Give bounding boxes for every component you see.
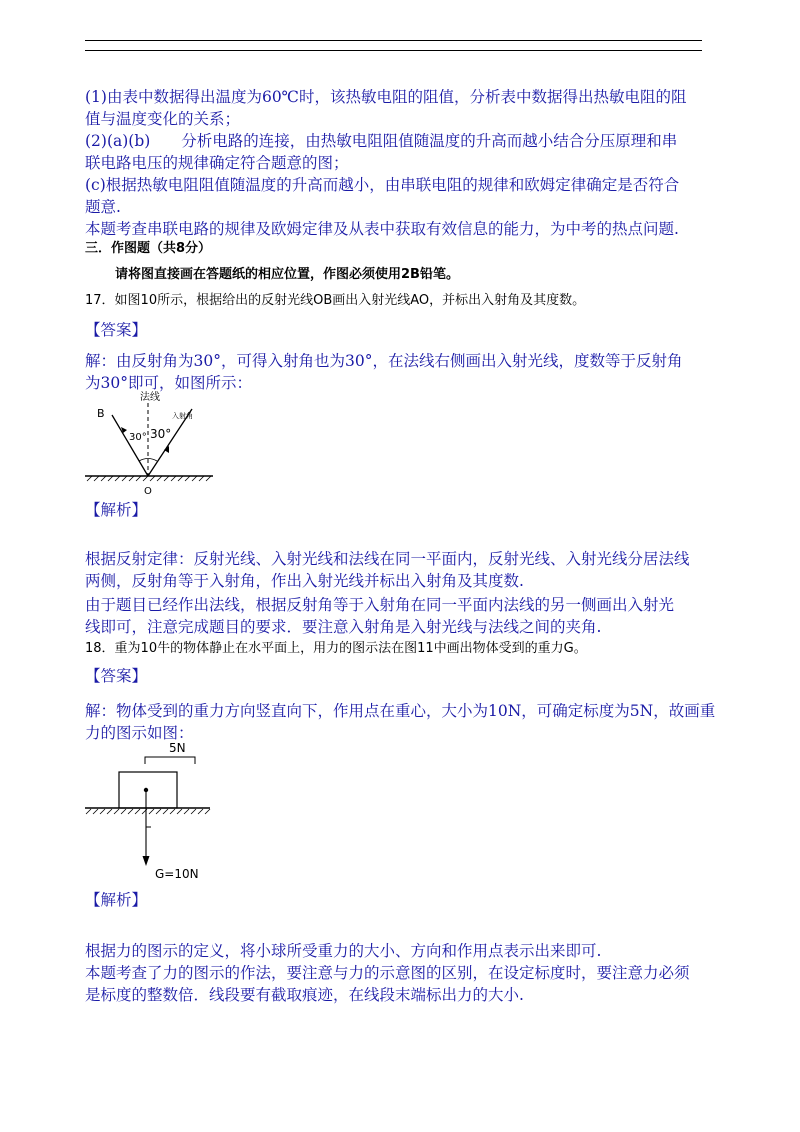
q18-analysis-line-1: 根据力的图示的定义，将小球所受重力的大小、方向和作用点表示出来即可. — [85, 942, 602, 960]
section-title: 三．作图题（共8分） — [85, 241, 212, 256]
label-b: B — [97, 407, 105, 420]
gravity-arrow — [143, 856, 150, 866]
q18-analysis-label: 【解析】 — [85, 891, 148, 909]
text-line-7: 本题考查串联电路的规律及欧姆定律及从表中获取有效信息的能力，为中考的热点问题. — [85, 220, 679, 238]
q18-answer-label: 【答案】 — [85, 667, 148, 685]
q17-answer-line-2: 为30°即可，如图所示： — [85, 374, 252, 392]
reflection-diagram — [85, 388, 225, 500]
q17-analysis-line-4: 线即可，注意完成题目的要求．要注意入射角是入射光线与法线之间的夹角. — [85, 618, 602, 636]
q17-answer-label: 【答案】 — [85, 321, 148, 339]
header-rule-top — [85, 40, 702, 41]
text-line-4: 联电路电压的规律确定符合题意的图； — [85, 154, 349, 172]
q18-answer-line-2: 力的图示如图： — [85, 724, 194, 742]
scale-bar — [145, 757, 195, 764]
q17-analysis-line-1: 根据反射定律：反射光线、入射光线和法线在同一平面内，反射光线、入射光线分居法线 — [85, 550, 690, 568]
label-normal: 法线 — [140, 392, 160, 403]
header-rule-bottom — [85, 50, 702, 51]
label-incidence-angle: 入射角 — [172, 412, 193, 420]
q17-question: 17．如图10所示，根据给出的反射光线OB画出入射光线AO，并标出入射角及其度数。 — [85, 293, 586, 308]
text-line-6: 题意. — [85, 198, 121, 216]
scale-label: 5N — [169, 741, 186, 755]
q18-answer-line-1: 解：物体受到的重力方向竖直向下，作用点在重心，大小为10N，可确定标度为5N，故画重 — [85, 702, 716, 720]
label-o: O — [144, 486, 152, 497]
force-label: G=10N — [155, 867, 199, 881]
text-line-2: 值与温度变化的关系； — [85, 110, 241, 128]
angle-reflection-label: 30° — [129, 432, 147, 443]
reflected-ray — [112, 415, 148, 476]
ground-hatching — [86, 809, 210, 814]
section-instruction: 请将图直接画在答题纸的相应位置，作图必须使用2B铅笔。 — [115, 267, 459, 282]
q17-analysis-line-3: 由于题目已经作出法线，根据反射角等于入射角在同一平面内法线的另一侧画出入射光 — [85, 596, 675, 614]
angle-incidence-label: 30° — [150, 427, 172, 441]
q17-analysis-line-2: 两侧，反射角等于入射角，作出入射光线并标出入射角及其度数. — [85, 572, 524, 590]
q18-analysis-line-2: 本题考查了力的图示的作法，要注意与力的示意图的区别，在设定标度时，要注意力必须 — [85, 964, 690, 982]
text-line-1: (1)由表中数据得出温度为60℃时，该热敏电阻的阻值，分析表中数据得出热敏电阻的阻 — [85, 88, 687, 106]
q18-analysis-line-3: 是标度的整数倍．线段要有截取痕迹，在线段末端标出力的大小. — [85, 986, 524, 1004]
q17-answer-line-1: 解：由反射角为30°，可得入射角也为30°，在法线右侧画出入射光线，度数等于反射角 — [85, 352, 683, 370]
q17-analysis-label: 【解析】 — [85, 501, 148, 519]
text-line-5: (c)根据热敏电阻阻值随温度的升高而越小，由串联电阻的规律和欧姆定律确定是否符合 — [85, 176, 680, 194]
gravity-diagram — [85, 738, 215, 884]
text-line-3: (2)(a)(b) 分析电路的连接，由热敏电阻阻值随温度的升高而越小结合分压原理和串 — [85, 132, 678, 150]
q18-question: 18．重为10牛的物体静止在水平面上，用力的图示法在图11中画出物体受到的重力G。 — [85, 641, 587, 656]
